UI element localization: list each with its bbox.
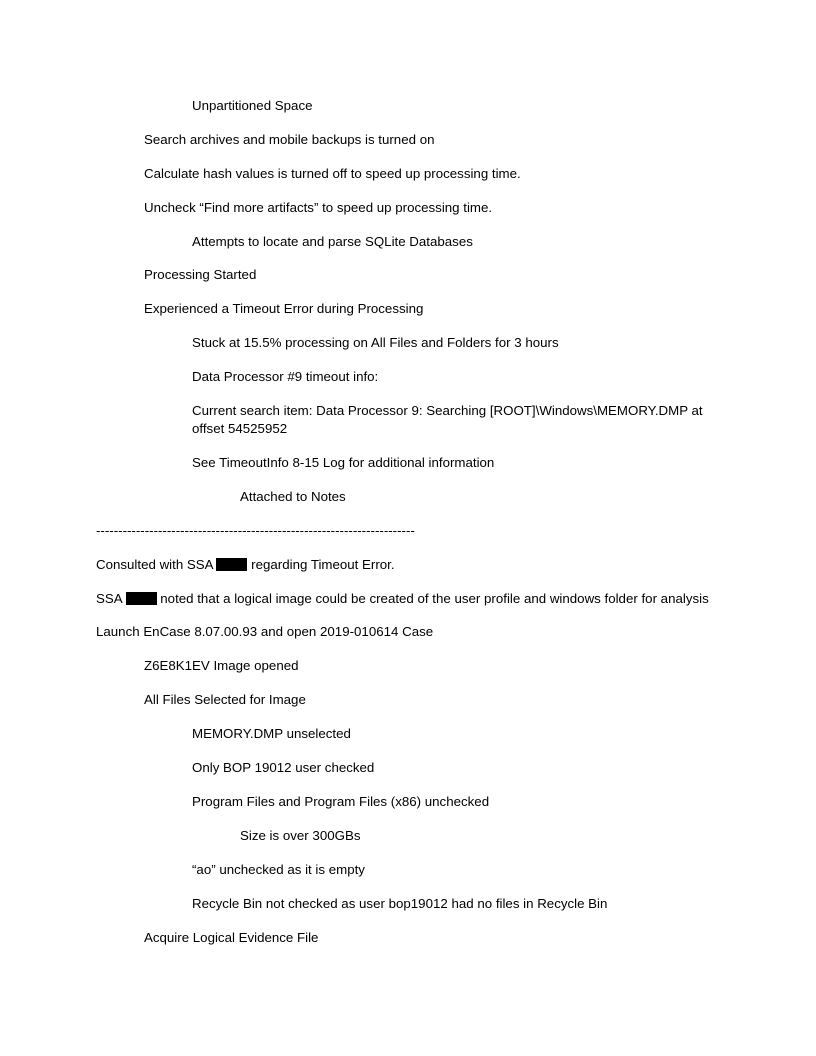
text-line: All Files Selected for Image xyxy=(144,692,306,707)
text-line: Processing Started xyxy=(144,267,257,282)
consulted-text-after: regarding Timeout Error. xyxy=(247,557,395,572)
divider-line: ------------------------------------------------------------------------ xyxy=(96,523,415,538)
text-line: Size is over 300GBs xyxy=(240,828,361,843)
text-line: Launch EnCase 8.07.00.93 and open 2019-010614 Case xyxy=(96,624,434,639)
text-line: Calculate hash values is turned off to speed up processing time. xyxy=(144,166,521,181)
consulted-line xyxy=(96,556,395,574)
text-line: Current search item: Data Processor 9: Searching [ROOT]\Windows\MEMORY.DMP at offset 54525952 xyxy=(192,403,703,436)
text-line: See TimeoutInfo 8-15 Log for additional information xyxy=(192,455,495,470)
text-line: Uncheck “Find more artifacts” to speed up processing time. xyxy=(144,200,493,215)
text-line: Only BOP 19012 user checked xyxy=(192,760,375,775)
text-line: Recycle Bin not checked as user bop19012 had no files in Recycle Bin xyxy=(192,896,608,911)
text-line: MEMORY.DMP unselected xyxy=(192,726,351,741)
text-line: Experienced a Timeout Error during Processing xyxy=(144,301,424,316)
text-line: Acquire Logical Evidence File xyxy=(144,930,319,945)
redaction-block xyxy=(126,592,157,605)
consulted-text-before: Consulted with SSA xyxy=(96,557,217,572)
redaction-block xyxy=(216,558,247,571)
text-line: Attached to Notes xyxy=(240,489,346,504)
text-line: Attempts to locate and parse SQLite Databases xyxy=(192,234,473,249)
text-line: Stuck at 15.5% processing on All Files and Folders for 3 hours xyxy=(192,335,559,350)
ssa-note-text-before: SSA xyxy=(96,591,126,606)
ssa-note-line xyxy=(96,590,709,608)
ssa-note-text-after: noted that a logical image could be created of the user profile and windows folder for analysis xyxy=(156,591,709,606)
text-line: Program Files and Program Files (x86) unchecked xyxy=(192,794,490,809)
text-line: “ao” unchecked as it is empty xyxy=(192,862,365,877)
text-line: Data Processor #9 timeout info: xyxy=(192,369,379,384)
text-line: Search archives and mobile backups is turned on xyxy=(144,132,435,147)
text-line: Z6E8K1EV Image opened xyxy=(144,658,299,673)
text-line: Unpartitioned Space xyxy=(192,98,313,113)
